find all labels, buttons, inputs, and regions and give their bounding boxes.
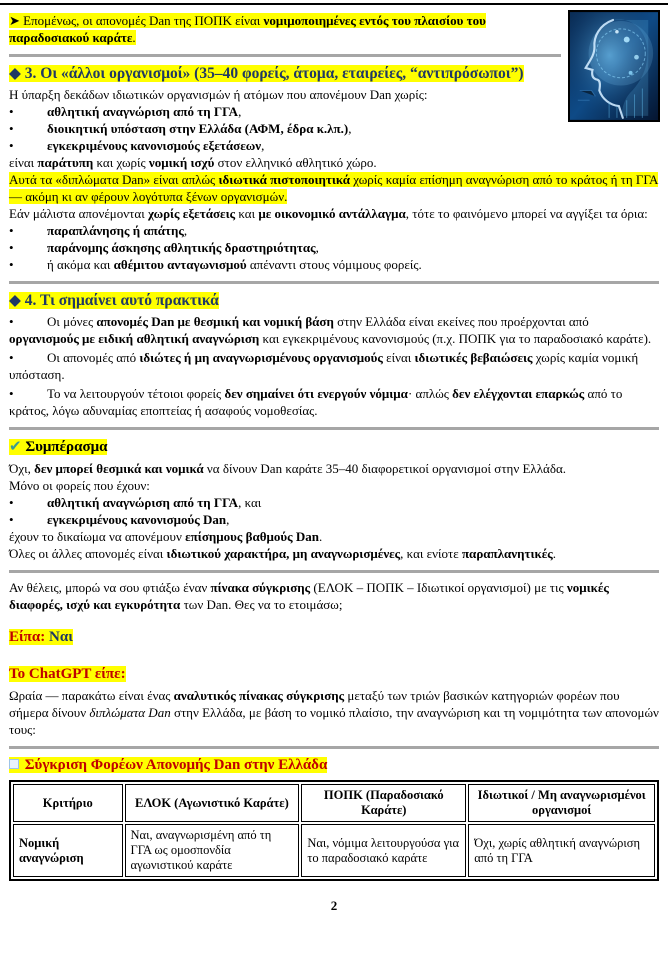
divider (9, 570, 659, 573)
private-certs-paragraph: Αυτά τα «διπλώματα Dan» είναι απλώς ιδιωτικά πιστοποιητικά χωρίς καμία επίσημη αναγνώριση από το κράτος ή τη ΓΓΑ — ακόμη κι αν φέρουν λογότυπα ξένων οργανισμών. (9, 172, 658, 204)
only-paragraph: Μόνο οι φορείς που έχουν: (9, 478, 150, 493)
list-item: • αθλητική αναγνώριση από τη ΓΓΑ, (9, 104, 242, 119)
list-item: • παραπλάνησης ή απάτης, (9, 223, 188, 238)
bullet-icon: • (9, 138, 14, 153)
cell-popk: Ναι, νόμιμα λειτουργούσα για το παραδοσιακό καράτε (301, 824, 466, 877)
square-icon (9, 759, 19, 769)
no-paragraph: Όχι, δεν μπορεί θεσμικά και νομικά να δίνουν Dan καράτε 35–40 διαφορετικοί οργανισμοί στην Ελλάδα. (9, 461, 567, 476)
ai-head-image (568, 10, 660, 122)
header-private: Ιδιωτικοί / Μη αναγνωρισμένοι οργανισμοί (468, 784, 655, 822)
list-item: • εγκεκριμένους κανονισμούς εξετάσεων, (9, 138, 265, 153)
diamond-icon: ◆ (9, 65, 21, 82)
header-criterion: Κριτήριο (13, 784, 123, 822)
check-icon: ✔ (9, 437, 22, 455)
cell-elok: Ναι, αναγνωρισμένη από τη ΓΓΑ ως ομοσπονδία αγωνιστικού καράτε (125, 824, 300, 877)
comparison-table (9, 780, 659, 881)
bullet-icon: • (9, 104, 14, 119)
offer-paragraph: Αν θέλεις, μπορώ να σου φτιάξω έναν πίνακα σύγκρισης (ΕΛΟΚ – ΠΟΠΚ – Ιδιωτικοί οργανισμοί) με τις νομικές διαφορές, ισχύ και εγκυρότητα των Dan. Θες να το ετοιμάσω; (9, 580, 609, 612)
bullet-icon: • (9, 350, 14, 365)
list-item: • Το να λειτουργούν τέτοιοι φορείς δεν σημαίνει ότι ενεργούν νόμιμα· απλώς δεν ελέγχονται επαρκώς από το κράτος, λόγω αδυναμίας εποπτείας ή ασαφούς νομοθεσίας. (9, 386, 623, 418)
list-item: • Οι απονομές από ιδιώτες ή μη αναγνωρισμένους οργανισμούς είναι ιδιωτικές βεβαιώσεις χωρίς καμία νομική υπόσταση. (9, 350, 639, 382)
table-row (13, 824, 655, 877)
cell-private: Όχι, χωρίς αθλητική αναγνώριση από τη ΓΓΑ (468, 824, 655, 877)
list-item: • ή ακόμα και αθέμιτου ανταγωνισμού απέναντι στους νόμιμους φορείς. (9, 257, 422, 272)
list-item: • αθλητική αναγνώριση από τη ΓΓΑ, και (9, 495, 262, 510)
others-paragraph: Όλες οι άλλες απονομές είναι ιδιωτικού χαρακτήρα, μη αναγνωρισμένες, και ενίοτε παραπλανητικές. (9, 546, 557, 561)
bullet-icon: • (9, 314, 14, 329)
table-header-row (13, 784, 655, 822)
bullet-icon: • (9, 223, 14, 238)
arrow-icon: ➤ (9, 13, 20, 28)
section-4-heading: ◆ 4. Τι σημαίνει αυτό πρακτικά (9, 292, 219, 309)
page-top-border (0, 3, 668, 5)
divider (9, 746, 659, 749)
header-elok: ΕΛΟΚ (Αγωνιστικό Καράτε) (125, 784, 300, 822)
user-said-heading: Είπα: Ναι (9, 629, 73, 645)
table-title: Σύγκριση Φορέων Απονομής Dan στην Ελλάδα (9, 755, 659, 776)
bullet-icon: • (9, 512, 14, 527)
if-awarded-paragraph: Εάν μάλιστα απονέμονται χωρίς εξετάσεις και με οικονομικό αντάλλαγμα, τότε το φαινόμενο μπορεί να αγγίξει τα όρια: (9, 206, 648, 221)
divider (9, 54, 561, 57)
nice-paragraph: Ωραία — παρακάτω είναι ένας αναλυτικός πίνακας σύγκρισης μεταξύ των τριών βασικών κατηγοριών φορέων που σήμερα δίνουν διπλώματα Dan στην Ελλάδα, με βάση το νομικό πλαίσιο, την αναγνώριση και τη νομιμότητα των απονομών τους: (9, 688, 659, 737)
bullet-icon: • (9, 121, 14, 136)
conclusion-heading: ✔ Συμπέρασμα (9, 437, 108, 455)
bullet-icon: • (9, 257, 14, 272)
list-item: • παράνομης άσκησης αθλητικής δραστηριότητας, (9, 240, 319, 255)
bullet-icon: • (9, 386, 14, 401)
diamond-icon: ◆ (9, 292, 21, 309)
existence-paragraph: Η ύπαρξη δεκάδων ιδιωτικών οργανισμών ή ατόμων που απονέμουν Dan χωρίς: (9, 87, 428, 102)
list-item: • εγκεκριμένους κανονισμούς Dan, (9, 512, 230, 527)
chatgpt-said-heading: Το ChatGPT είπε: (9, 666, 126, 682)
illegal-paragraph: είναι παράτυπη και χωρίς νομική ισχύ στον ελληνικό αθλητικό χώρο. (9, 155, 377, 170)
list-item: • διοικητική υπόσταση στην Ελλάδα (ΑΦΜ, έδρα κ.λπ.), (9, 121, 352, 136)
divider (9, 281, 659, 284)
divider (9, 427, 659, 430)
intro-paragraph: ➤ Επομένως, οι απονομές Dan της ΠΟΠΚ είναι νομιμοποιημένες εντός του πλαισίου του παραδοσιακού καράτε. (9, 13, 486, 45)
bullet-icon: • (9, 495, 14, 510)
cell-criterion: Νομική αναγνώριση (13, 824, 123, 877)
header-popk: ΠΟΠΚ (Παραδοσιακό Καράτε) (301, 784, 466, 822)
section-3-heading: ◆ 3. Οι «άλλοι οργανισμοί» (35–40 φορείς, άτομα, εταιρείες, “αντιπρόσωποι”) (9, 65, 524, 82)
list-item: • Οι μόνες απονομές Dan με θεσμική και νομική βάση στην Ελλάδα είναι εκείνες που προέρχονται από οργανισμούς με ειδική αθλητική αναγνώριση και εγκεκριμένους κανονισμούς (π.χ. ΠΟΠΚ για το παραδοσιακό καράτε). (9, 314, 652, 346)
page-number: 2 (330, 898, 338, 913)
right-paragraph: έχουν το δικαίωμα να απονέμουν επίσημους βαθμούς Dan. (9, 529, 323, 544)
bullet-icon: • (9, 240, 14, 255)
